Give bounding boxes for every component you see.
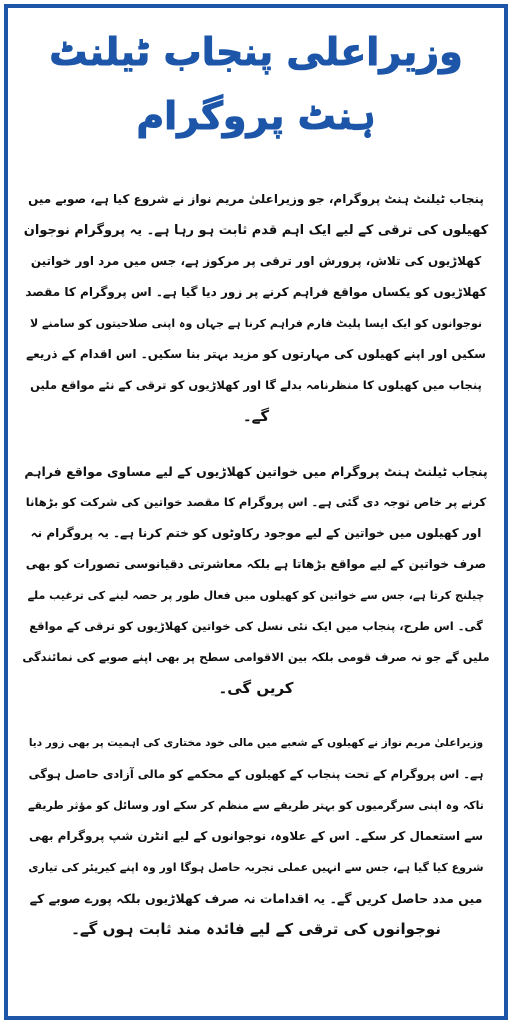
text-line: نوجوانوں کی ترقی کے لیے فائدہ مند ثابت ہوں گے۔ — [71, 920, 441, 938]
article-title — [12, 20, 500, 148]
title-line-2: ہنٹ پروگرام — [136, 94, 376, 138]
text-line: وزیراعلیٰ مریم نواز نے کھیلوں کے شعبے میں مالی خود مختاری کی اہمیت پر بھی زور دیا — [28, 737, 484, 749]
text-line: کھلاڑیوں کی تلاش، پرورش اور ترقی پر مرکوز ہے، جس میں مرد اور خواتین — [30, 254, 482, 268]
text-line: کریں گی۔ — [218, 679, 294, 697]
text-line: میں مدد حاصل کریں گے۔ یہ اقدامات نہ صرف کھلاڑیوں بلکہ پورے صوبے کے — [29, 891, 483, 906]
text-line: شروع کیا گیا ہے، جس سے انہیں عملی تجربہ حاصل ہوگا اور وہ اپنے کیریئر کی تیاری — [28, 861, 484, 874]
text-line: اور کھیلوں میں خواتین کے لیے موجود رکاوٹوں کو ختم کرنا ہے۔ یہ پروگرام نہ — [30, 526, 482, 540]
text-line: گے۔ — [242, 407, 270, 425]
text-line: کھلاڑیوں کو یکساں مواقع فراہم کرنے پر زور دیا گیا ہے۔ اس پروگرام کا مقصد — [25, 285, 487, 299]
paragraph-3 — [22, 728, 490, 945]
text-line: کرنے پر خاص توجہ دی گئی ہے۔ اس پروگرام کا مقصد خواتین کی شرکت کو بڑھانا — [25, 495, 487, 509]
text-line: چیلنج کرتا ہے، جس سے خواتین کو کھیلوں میں فعال طور پر حصہ لینے کی ترغیب ملے — [27, 589, 485, 602]
text-line: سکیں اور اپنے کھیلوں کی مہارتوں کو مزید بہتر بنا سکیں۔ اس اقدام کے ذریعے — [26, 347, 486, 361]
text-line: گی۔ اس طرح، پنجاب میں ایک نئی نسل کی خواتین کھلاڑیوں کو ترقی کے مواقع — [29, 619, 483, 633]
text-line: پنجاب ٹیلنٹ ہنٹ پروگرام میں خواتین کھلاڑیوں کے لیے مساوی مواقع فراہم — [24, 464, 488, 479]
text-line: صرف خواتین کے لیے مواقع بڑھاتا ہے بلکہ معاشرتی دقیانوسی تصورات کو بھی — [25, 557, 487, 571]
text-line: سے استعمال کر سکے۔ اس کے علاوہ، نوجوانوں کے لیے انٹرن شپ پروگرام بھی — [28, 829, 484, 843]
article-body — [22, 184, 490, 945]
text-line: پنجاب میں کھیلوں کا منظرنامہ بدلے گا اور کھلاڑیوں کو ترقی کے نئے مواقع ملیں — [30, 378, 482, 392]
paragraph-2 — [22, 456, 490, 704]
text-line: ملیں گے جو نہ صرف قومی بلکہ بین الاقوامی سطح پر بھی اپنے صوبے کی نمائندگی — [22, 650, 490, 664]
text-line: پنجاب ٹیلنٹ ہنٹ پروگرام، جو وزیراعلیٰ مریم نواز نے شروع کیا ہے، صوبے میں — [28, 192, 484, 206]
text-line: تاکہ وہ اپنی سرگرمیوں کو بہتر طریقے سے منظم کر سکے اور وسائل کو مؤثر طریقے — [28, 799, 484, 812]
text-line: ہے۔ اس پروگرام کے تحت پنجاب کے کھیلوں کے محکمے کو مالی آزادی حاصل ہوگی — [28, 767, 484, 781]
paragraph-1 — [22, 184, 490, 432]
title-line-1: وزیراعلی پنجاب ٹیلنٹ — [49, 30, 463, 74]
text-line: کھیلوں کی ترقی کے لیے ایک اہم قدم ثابت ہو رہا ہے۔ یہ پروگرام نوجوان — [23, 223, 489, 238]
text-line: نوجوانوں کو ایک ایسا پلیٹ فارم فراہم کرنا ہے جہاں وہ اپنی صلاحیتوں کو سامنے لا — [30, 317, 482, 330]
